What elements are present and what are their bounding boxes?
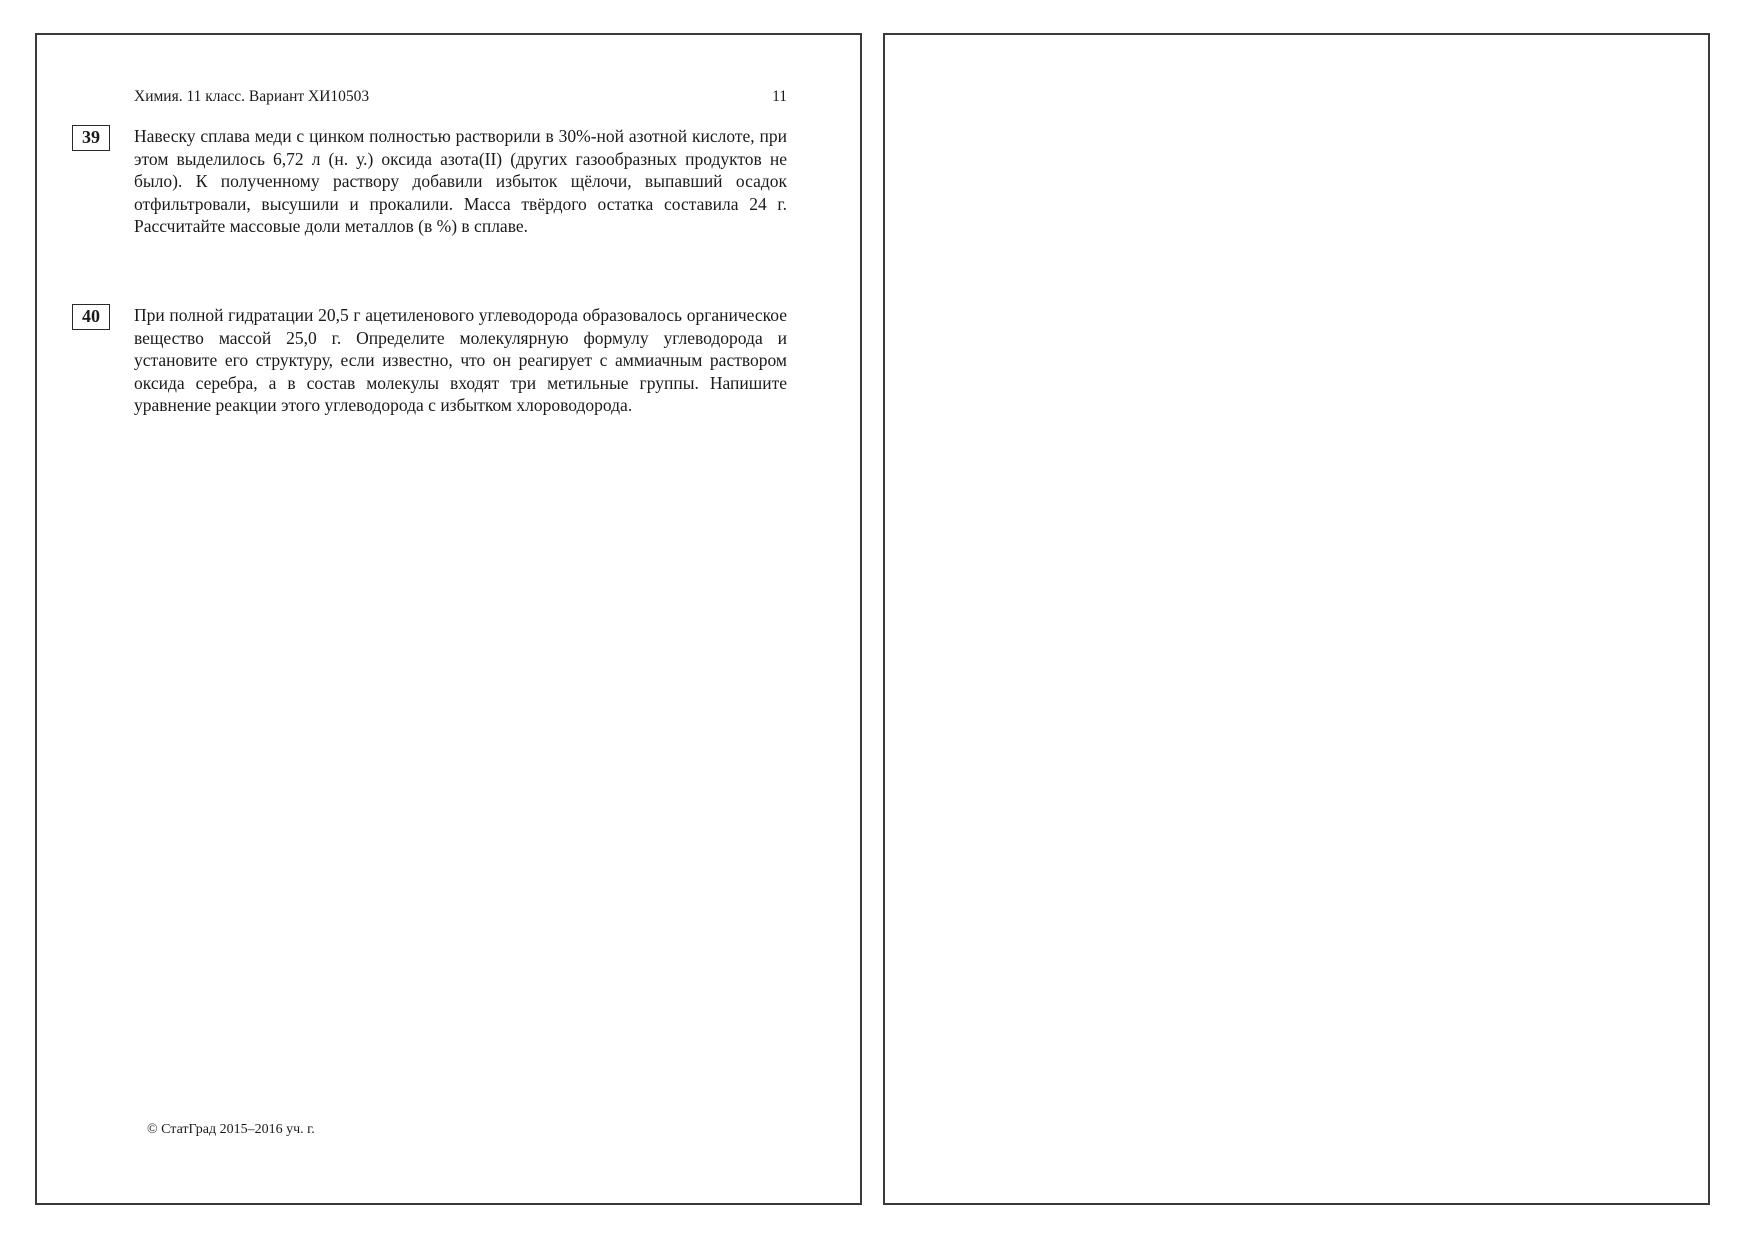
task-number-box: 39: [72, 125, 110, 151]
running-header: [134, 87, 787, 107]
task-text: Навеску сплава меди с цинком полностью растворили в 30%-ной азотной кислоте, при этом выделилось 6,72 л (н. у.) оксида азота(II) (других газообразных продуктов не было). К полученному раствору добавили избыток щёлочи, выпавший осадок отфильтровали, высушили и прокалили. Масса твёрдого остатка составила 24 г. Рассчитайте массовые доли металлов (в %) в сплаве.: [134, 126, 787, 236]
task-text: При полной гидратации 20,5 г ацетиленового углеводорода образовалось органическое вещество массой 25,0 г. Определите молекулярную формулу углеводорода и установите его структуру, если известно, что он реагирует с аммиачным раствором оксида серебра, а в состав молекулы входят три метильные группы. Напишите уравнение реакции этого углеводорода с избытком хлороводорода.: [134, 305, 787, 415]
right-page-blank: [883, 33, 1710, 1205]
task-number-box: 40: [72, 304, 110, 330]
page-number: 11: [772, 88, 787, 105]
left-page: [35, 33, 862, 1205]
copyright-footer: © СтатГрад 2015–2016 уч. г.: [147, 1122, 315, 1137]
header-title: Химия. 11 класс. Вариант ХИ10503: [134, 88, 370, 105]
